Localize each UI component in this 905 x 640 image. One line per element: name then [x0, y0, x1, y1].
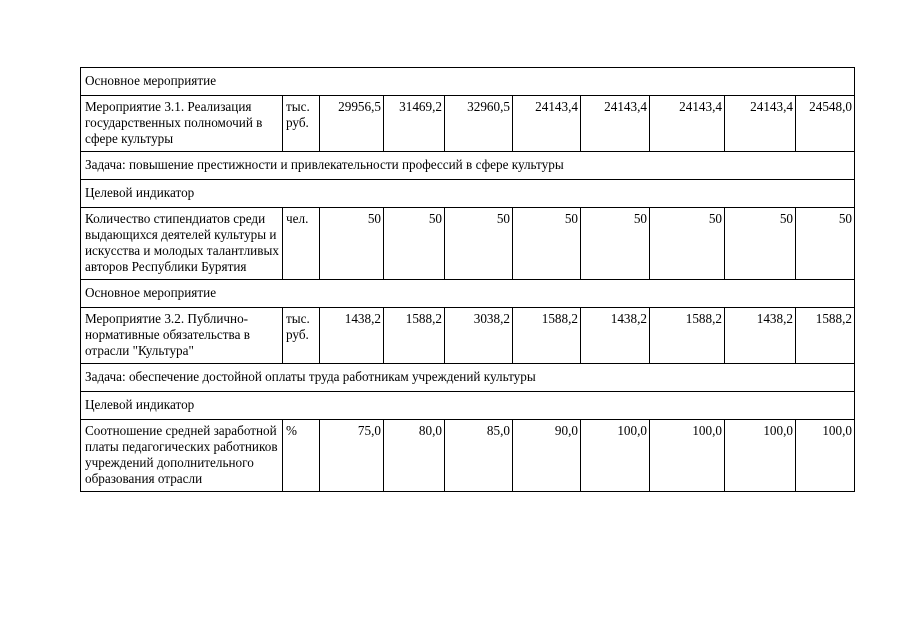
section-header-cell: Целевой индикатор	[81, 392, 855, 420]
unit-cell: тыс. руб.	[283, 308, 320, 364]
value-cell: 1588,2	[796, 308, 855, 364]
value-cell: 50	[384, 208, 445, 280]
indicator-name-cell: Количество стипендиатов среди выдающихся деятелей культуры и искусства и молодых талантливых авторов Республики Бурятия	[81, 208, 283, 280]
value-cell: 32960,5	[445, 96, 513, 152]
section-header-cell: Целевой индикатор	[81, 180, 855, 208]
indicator-name-cell: Соотношение средней заработной платы педагогических работников учреждений дополнительного образования отрасли	[81, 420, 283, 492]
value-cell: 50	[725, 208, 796, 280]
value-cell: 75,0	[320, 420, 384, 492]
value-cell: 100,0	[796, 420, 855, 492]
section-header-row	[81, 280, 855, 308]
value-cell: 24143,4	[650, 96, 725, 152]
value-cell: 3038,2	[445, 308, 513, 364]
value-cell: 90,0	[513, 420, 581, 492]
value-cell: 50	[650, 208, 725, 280]
value-cell: 1438,2	[320, 308, 384, 364]
section-header-row	[81, 364, 855, 392]
section-header-row	[81, 68, 855, 96]
table-row	[81, 308, 855, 364]
table-row	[81, 208, 855, 280]
value-cell: 24548,0	[796, 96, 855, 152]
indicator-name-cell: Мероприятие 3.1. Реализация государственных полномочий в сфере культуры	[81, 96, 283, 152]
table-row	[81, 96, 855, 152]
value-cell: 1588,2	[513, 308, 581, 364]
value-cell: 50	[320, 208, 384, 280]
section-header-cell: Основное мероприятие	[81, 280, 855, 308]
value-cell: 24143,4	[581, 96, 650, 152]
table-row	[81, 420, 855, 492]
value-cell: 50	[796, 208, 855, 280]
program-indicators-table	[80, 67, 855, 492]
unit-cell: %	[283, 420, 320, 492]
section-header-row	[81, 392, 855, 420]
value-cell: 80,0	[384, 420, 445, 492]
value-cell: 24143,4	[725, 96, 796, 152]
value-cell: 50	[581, 208, 650, 280]
section-header-cell: Задача: обеспечение достойной оплаты труда работникам учреждений культуры	[81, 364, 855, 392]
value-cell: 100,0	[725, 420, 796, 492]
value-cell: 1588,2	[384, 308, 445, 364]
value-cell: 100,0	[650, 420, 725, 492]
value-cell: 85,0	[445, 420, 513, 492]
section-header-cell: Основное мероприятие	[81, 68, 855, 96]
indicator-name-cell: Мероприятие 3.2. Публично-нормативные обязательства в отрасли "Культура"	[81, 308, 283, 364]
value-cell: 1438,2	[581, 308, 650, 364]
value-cell: 1438,2	[725, 308, 796, 364]
section-header-cell: Задача: повышение престижности и привлекательности профессий в сфере культуры	[81, 152, 855, 180]
value-cell: 50	[513, 208, 581, 280]
value-cell: 1588,2	[650, 308, 725, 364]
value-cell: 24143,4	[513, 96, 581, 152]
value-cell: 50	[445, 208, 513, 280]
unit-cell: тыс. руб.	[283, 96, 320, 152]
table-body	[81, 68, 855, 492]
value-cell: 100,0	[581, 420, 650, 492]
value-cell: 29956,5	[320, 96, 384, 152]
value-cell: 31469,2	[384, 96, 445, 152]
unit-cell: чел.	[283, 208, 320, 280]
section-header-row	[81, 152, 855, 180]
section-header-row	[81, 180, 855, 208]
